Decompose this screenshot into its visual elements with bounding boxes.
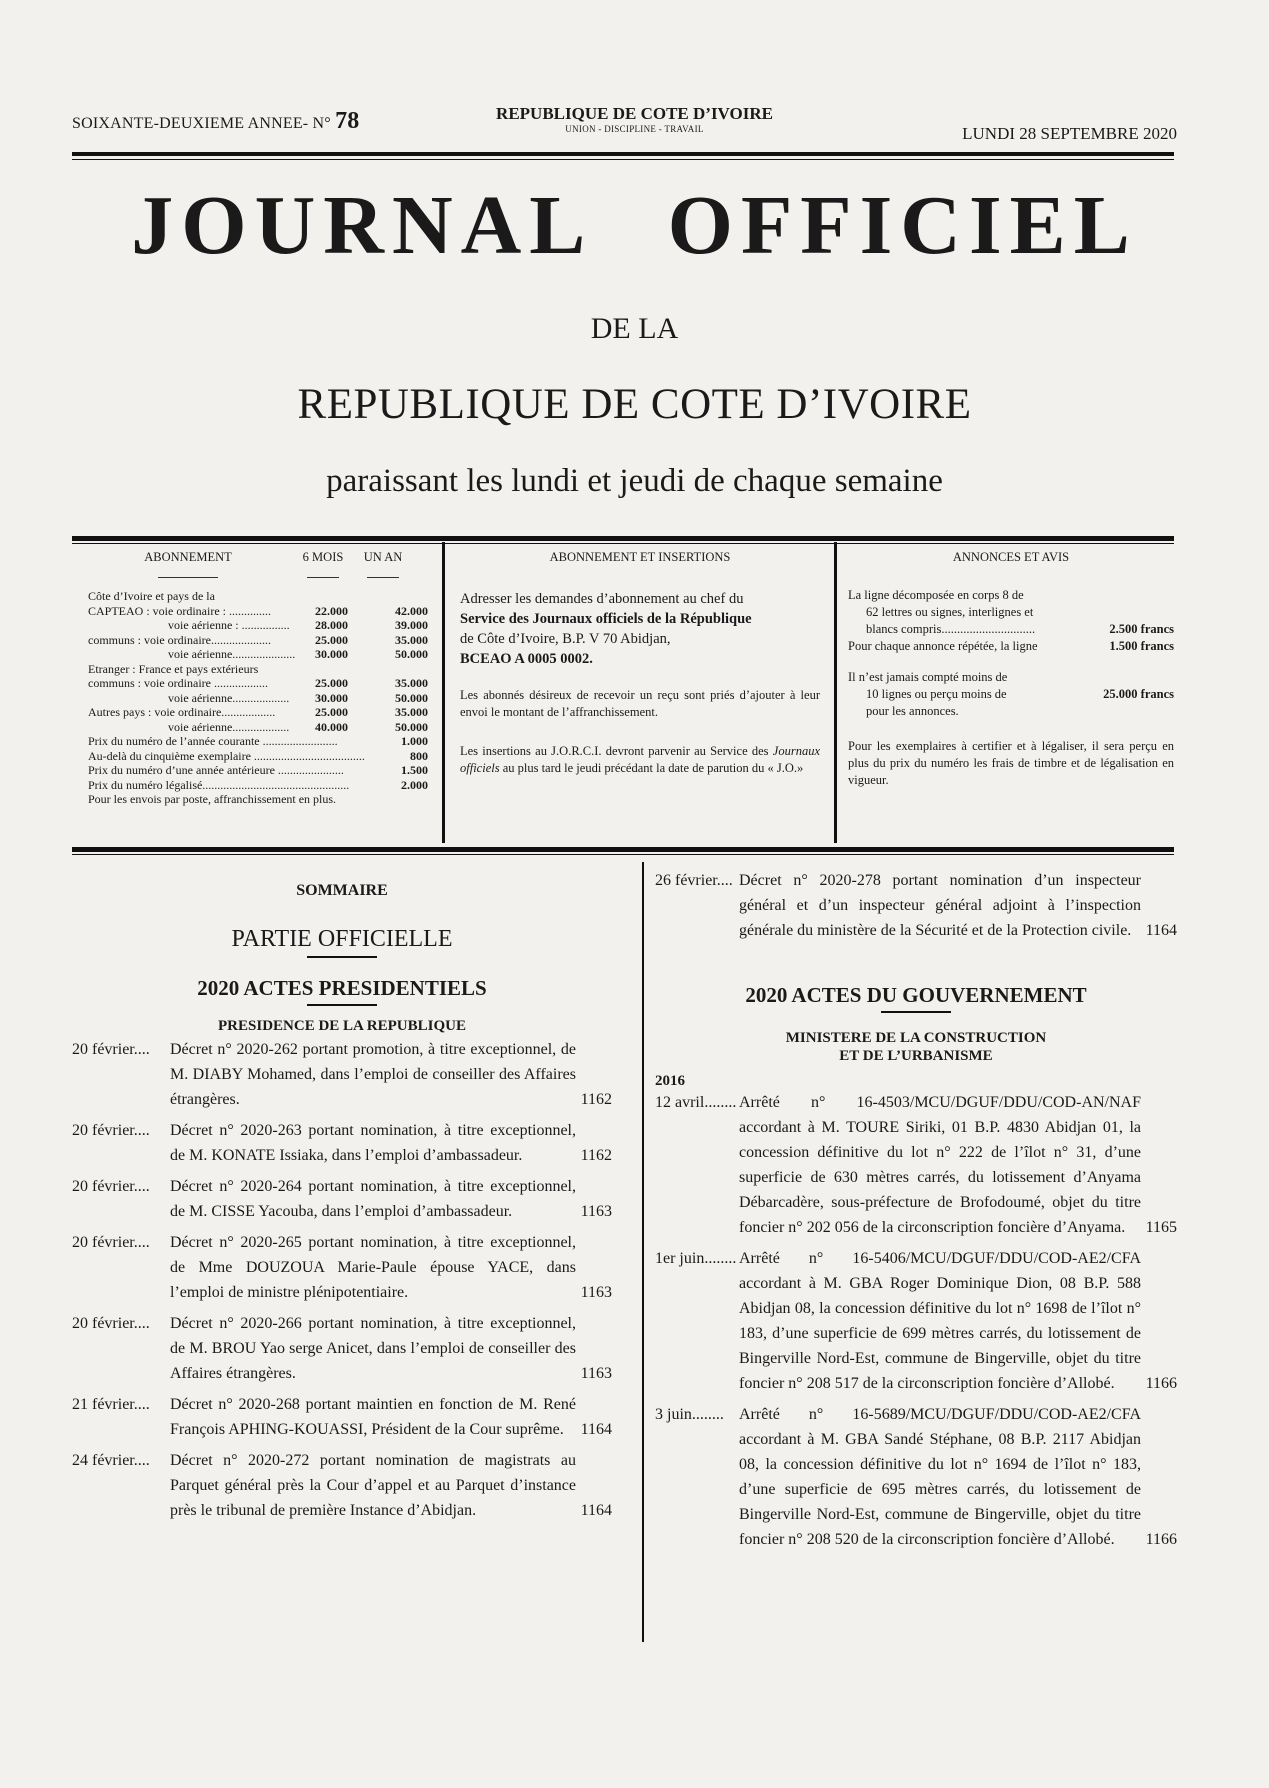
tariff-row: Prix du numéro d’une année antérieure ...................... 1.500: [88, 763, 428, 777]
year-heading: 2016: [655, 1073, 685, 1089]
insertions-deadline: Les insertions au J.O.R.C.I. devront parvenir au Service des Journaux officiels au plus tard le jeudi précédant la date de parution du « J.O.»: [460, 743, 820, 775]
top-rule-thin: [72, 159, 1174, 160]
abonnement-intro: Côte d’Ivoire et pays de la: [88, 589, 215, 603]
entry-page: 1163: [580, 1203, 612, 1220]
tariff-row: Prix du numéro de l’année courante ......................... 1.000: [88, 734, 428, 748]
sommaire-entry: [72, 1448, 612, 1523]
tariff-row: Au-delà du cinquième exemplaire ..................................... 800: [88, 748, 428, 763]
sommaire-entry: [72, 1174, 612, 1224]
entry-page: 1164: [580, 1421, 612, 1438]
entry-date: 20 février....: [72, 1041, 150, 1058]
annonces-heading: ANNONCES ET AVIS: [952, 550, 1070, 564]
abonnement-column: [88, 550, 428, 839]
tariff-row: Autres pays : voie ordinaire.................. 25.000 35.000: [88, 705, 428, 719]
top-rule: [72, 152, 1174, 156]
year-label: SOIXANTE-DEUXIEME ANNEE- N°: [72, 115, 331, 132]
tariff-row: voie aérienne : ................ 28.000 39.000: [168, 618, 428, 632]
entry-date: 3 juin........: [655, 1406, 724, 1423]
tariff-row: Prix du numéro légalisé................................................. 2.000: [88, 777, 428, 792]
entry-text: Décret n° 2020-265 portant nomination, à titre exceptionnel, de Mme DOUZOUA Marie-Paule épouse YACE, dans l’emploi de ministre plénipotentiaire.: [170, 1234, 576, 1301]
tariff-row: CAPTEAO : voie ordinaire : .............. 22.000 42.000: [88, 603, 428, 618]
sommaire-entry: [655, 1402, 1177, 1552]
insertions-column: [460, 550, 820, 839]
tariff-row: communs : voie ordinaire.................... 25.000 35.000: [88, 632, 428, 647]
box-divider-1: [442, 542, 445, 843]
sommaire-entry: [655, 1090, 1177, 1240]
entry-page: 1164: [1145, 922, 1177, 939]
entry-text: Décret n° 2020-266 portant nomination, à titre exceptionnel, de M. BROU Yao serge Anicet, dans l’emploi de conseiller des Affaires étrangères.: [170, 1315, 576, 1382]
entry-page: 1166: [1145, 1375, 1177, 1392]
ministere-heading: MINISTERE DE LA CONSTRUCTION ET DE L’URBANISME: [785, 1030, 1047, 1064]
col-unan: UN AN: [363, 550, 403, 564]
entry-date: 1er juin........: [655, 1250, 737, 1267]
partie-officielle: PARTIE OFFICIELLE: [231, 926, 453, 952]
de-la: DE LA: [590, 312, 679, 345]
entry-date: 20 février....: [72, 1178, 150, 1195]
sommaire-entry: [72, 1037, 612, 1112]
entry-date: 20 février....: [72, 1234, 150, 1251]
sommaire-entry: [655, 868, 1177, 943]
abonnement-heading: ABONNEMENT: [144, 550, 232, 564]
box-top-rule: [72, 536, 1174, 541]
country-name: REPUBLIQUE DE COTE D’IVOIRE: [496, 104, 773, 123]
entry-text: Décret n° 2020-262 portant promotion, à titre exceptionnel, de M. DIABY Mohamed, dans l’emploi de conseiller des Affaires étrangères.: [170, 1041, 576, 1108]
entry-text: Décret n° 2020-264 portant nomination, à titre exceptionnel, de M. CISSE Yacouba, dans l’emploi d’ambassadeur.: [170, 1178, 576, 1220]
sommaire-entry: [72, 1392, 612, 1442]
insertions-heading: ABONNEMENT ET INSERTIONS: [549, 550, 731, 564]
entry-text: Arrêté n° 16-4503/MCU/DGUF/DDU/COD-AN/NAF accordant à M. TOURE Siriki, 01 B.P. 4830 Abidjan 01, la concession définitive du lot n° 222 de l’îlot n° 31, d’une superficie de 630 mètres carrés, du lotissement d’Anyama Débarcadère, sous-préfecture de Brofodoumé, objet du titre foncier n° 202 056 de la circonscription foncière d’Anyama.: [739, 1094, 1141, 1236]
entry-text: Arrêté n° 16-5689/MCU/DGUF/DDU/COD-AE2/CFA accordant à M. GBA Sandé Stéphane, 08 B.P. 2117 Abidjan 08, la concession définitive du lot n° 1694 de l’îlot n° 183, d’une superficie de 695 mètres carrés, du lotissement de Bingerville Nord-Est, commune de Bingerville, objet du titre foncier n° 208 520 de la circonscription foncière d’Allobé.: [739, 1406, 1141, 1548]
entry-date: 21 février....: [72, 1396, 150, 1413]
tariff-row: voie aérienne..................... 30.000 50.000: [168, 647, 428, 661]
entry-page: 1162: [580, 1091, 612, 1108]
sommaire-entry: [655, 1246, 1177, 1396]
issue-date: LUNDI 28 SEPTEMBRE 2020: [962, 124, 1177, 143]
sommaire-entry: [72, 1118, 612, 1168]
republic-title: REPUBLIQUE DE COTE D’IVOIRE: [297, 381, 972, 428]
col-6mois: 6 MOIS: [302, 550, 344, 564]
motto: UNION - DISCIPLINE - TRAVAIL: [565, 124, 704, 134]
actes-gouvernement: 2020 ACTES DU GOUVERNEMENT: [745, 983, 1087, 1007]
frequency-line: paraissant les lundi et jeudi de chaque semaine: [326, 463, 943, 499]
insertions-address: Adresser les demandes d’abonnement au chef du Service des Journaux officiels de la République de Côte d’Ivoire, B.P. V 70 Abidjan, BCEAO A 0005 0002.: [460, 590, 752, 667]
entry-page: 1163: [580, 1284, 612, 1301]
entry-text: Décret n° 2020-278 portant nomination d’un inspecteur général et d’un inspecteur général adjoint à l’inspection générale du ministère de la Sécurité et de la Protection civile.: [739, 872, 1141, 939]
entry-page: 1164: [580, 1502, 612, 1519]
sommaire-right: [655, 868, 1177, 1558]
entry-page: 1166: [1145, 1531, 1177, 1548]
subscription-box: [72, 550, 1174, 839]
entry-text: Décret n° 2020-263 portant nomination, à titre exceptionnel, de M. KONATE Issiaka, dans l’emploi d’ambassadeur.: [170, 1122, 576, 1164]
entry-date: 20 février....: [72, 1122, 150, 1139]
entry-page: 1162: [580, 1147, 612, 1164]
entry-page: 1163: [580, 1365, 612, 1382]
sommaire-entry: [72, 1311, 612, 1386]
box-divider-2: [834, 542, 837, 843]
entry-page: 1165: [1145, 1219, 1177, 1236]
sommaire-left: [72, 882, 612, 1529]
annonces-column: ANNONCES ET AVIS La ligne décomposée en corps 8 de 62 lettres ou signes, interlignes et blancs compris.............................. 2.500 francs Pour chaque annonce répétée, la ligne 1.500 francs Il n’est jamais compté moins de 10 lignes ou perçu moins de 25.000 francs pour les annonces. Pour les exemplaires à certifier et à légaliser, il sera perçu en plus du prix du numéro les frais de timbre et de légalisation en vigueur.: [848, 550, 1174, 787]
sommaire-entry: [72, 1230, 612, 1305]
tariff-row: communs : voie ordinaire .................. 25.000 35.000: [88, 676, 428, 690]
insertions-receipt-note: Les abonnés désireux de recevoir un reçu sont priés d’ajouter à leur envoi le montant de l’affranchissement.: [460, 687, 820, 719]
box-top-rule-thin: [72, 543, 1174, 544]
tariff-row: voie aérienne................... 40.000 50.000: [168, 719, 428, 734]
entry-date: 20 février....: [72, 1315, 150, 1332]
entry-text: Décret n° 2020-272 portant nomination de magistrats au Parquet général près la Cour d’appel et au Parquet d’instance près le tribunal de première Instance d’Abidjan.: [170, 1452, 576, 1519]
entry-text: Décret n° 2020-268 portant maintien en fonction de M. René François APHING-KOUASSI, Président de la Cour suprême.: [170, 1396, 576, 1438]
abonnement-footer: Pour les envois par poste, affranchissement en plus.: [88, 792, 337, 806]
abonnement-etranger: Etranger : France et pays extérieurs: [88, 661, 259, 676]
entry-date: 12 avril........: [655, 1094, 737, 1111]
box-bottom-rule-thin: [72, 854, 1174, 855]
box-bottom-rule: [72, 847, 1174, 852]
tariff-row: voie aérienne................... 30.000 50.000: [168, 690, 428, 705]
presidence-heading: PRESIDENCE DE LA REPUBLIQUE: [218, 1018, 466, 1034]
issue-number: 78: [335, 108, 360, 134]
annonces-legalisation: Pour les exemplaires à certifier et à légaliser, il sera perçu en plus du prix du numéro les frais de timbre et de légalisation en vigueur.: [848, 738, 1174, 787]
entry-date: 24 février....: [72, 1452, 150, 1469]
entry-date: 26 février....: [655, 872, 733, 889]
column-separator: [642, 862, 644, 1642]
journal-title: JOURNAL OFFICIEL: [131, 179, 1138, 272]
sommaire-heading: SOMMAIRE: [296, 882, 388, 899]
entry-text: Arrêté n° 16-5406/MCU/DGUF/DDU/COD-AE2/CFA accordant à M. GBA Roger Dominique Dion, 08 B.P. 588 Abidjan 08, la concession définitive du lot n° 1698 de l’îlot n° 183, d’une superficie de 699 mètres carrés, du lotissement de Bingerville Nord-Est, commune de Bingerville, objet du titre foncier n° 208 517 de la circonscription foncière d’Allobé.: [739, 1250, 1141, 1392]
actes-presidentiels: 2020 ACTES PRESIDENTIELS: [197, 976, 487, 1000]
